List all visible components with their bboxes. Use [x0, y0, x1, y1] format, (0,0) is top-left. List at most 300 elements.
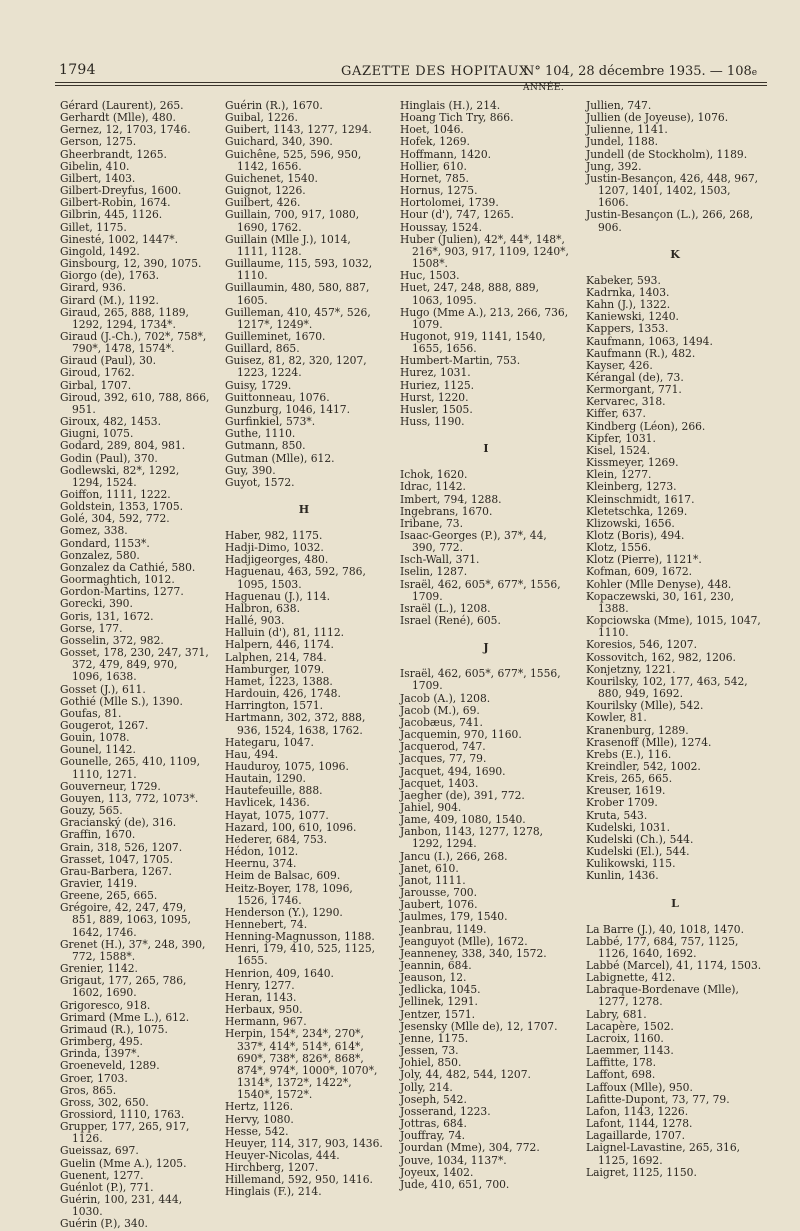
- index-entry: Heuyer-Nicolas, 444.: [225, 1148, 340, 1162]
- index-entry: Jottras, 684.: [400, 1117, 467, 1131]
- section-letter: H: [298, 503, 310, 516]
- index-entry: Giraud, 265, 888, 1189, 1292, 1294, 1734*.: [60, 305, 189, 331]
- index-entry: Kissmeyer, 1269.: [586, 456, 679, 470]
- index-entry: Jouffray, 74.: [400, 1129, 466, 1143]
- index-entry: Grinda, 1397*.: [60, 1047, 140, 1061]
- index-entry: Guilleman, 410, 457*, 526, 1217*, 1249*.: [225, 305, 371, 331]
- index-entry: Henderson (Y.), 1290.: [225, 905, 343, 919]
- index-entry: Hadji-Dimo, 1032.: [225, 541, 324, 555]
- index-entry: Kiffer, 637.: [586, 407, 646, 421]
- index-entry: Houssay, 1524.: [400, 220, 482, 234]
- index-entry: Gothié (Mlle S.), 1390.: [60, 694, 183, 708]
- index-entry: Kaniewski, 1240.: [586, 310, 679, 324]
- index-entry: Guisy, 1729.: [225, 378, 292, 392]
- index-entry: Gouzy, 565.: [60, 804, 123, 818]
- index-entry: Heim de Balsac, 609.: [225, 869, 341, 883]
- index-entry: Humbert-Martin, 753.: [400, 354, 521, 368]
- index-entry: Jundel, 1188.: [586, 135, 659, 149]
- index-entry: Janbon, 1143, 1277, 1278, 1292, 1294.: [400, 825, 544, 851]
- index-entry: Gerson, 1275.: [60, 135, 137, 149]
- index-entry: Kopciowska (Mme), 1015, 1047, 1110.: [586, 614, 761, 640]
- index-entry: Grimberg, 495.: [60, 1035, 143, 1049]
- index-entry: Guignot, 1226.: [225, 184, 306, 198]
- index-entry: Laemmer, 1143.: [586, 1044, 674, 1058]
- index-entry: Giraud (J.-Ch.), 702*, 758*, 790*, 1478, 1574*.: [60, 329, 207, 356]
- index-entry: Ginesté, 1002, 1447*.: [60, 232, 178, 246]
- issue-date: N° 104, 28 décembre 1935. — 108: [523, 64, 752, 79]
- index-entry: Jundell (de Stockholm), 1189.: [586, 147, 748, 161]
- index-entry: Huss, 1190.: [400, 415, 465, 429]
- index-entry: Gosset (J.), 611.: [60, 682, 146, 696]
- index-entry: Havlicek, 1436.: [225, 796, 310, 810]
- index-entry: Guittonneau, 1076.: [225, 390, 330, 404]
- index-entry: Hugonot, 919, 1141, 1540, 1655, 1656.: [400, 329, 546, 356]
- journal-title: GAZETTE DES HOPITAUX: [341, 64, 529, 79]
- index-entry: Hédon, 1012.: [225, 845, 299, 859]
- index-entry: Guy, 390.: [225, 463, 276, 477]
- index-entry: Julienne, 1141.: [586, 123, 668, 137]
- index-entry: Gounelle, 265, 410, 1109, 1110, 1271.: [60, 755, 201, 781]
- index-entry: Groeneveld, 1289.: [60, 1059, 160, 1073]
- index-entry: Halbron, 638.: [225, 601, 300, 615]
- index-entry: Kopaczewski, 30, 161, 230, 1388.: [586, 589, 734, 615]
- index-entry: Haguenau, 463, 592, 786, 1095, 1503.: [225, 565, 366, 591]
- index-entry: Goiffon, 1111, 1222.: [60, 488, 171, 501]
- index-entry: Haber, 982, 1175.: [225, 529, 323, 542]
- index-entry: Jolly, 214.: [400, 1080, 453, 1094]
- index-entry: Jeanbrau, 1149.: [400, 922, 487, 936]
- index-entry: Hoffmann, 1420.: [400, 147, 492, 161]
- index-entry: Gueissaz, 697.: [60, 1144, 139, 1158]
- index-entry: Guénlot (P.), 771.: [60, 1180, 154, 1194]
- index-entry: Kranenburg, 1289.: [586, 723, 689, 737]
- index-entry: Guérin, 100, 231, 444, 1030.: [60, 1193, 183, 1219]
- index-entry: Henri, 179, 410, 525, 1125, 1655.: [225, 942, 376, 968]
- index-entry: Guilbert, 426.: [225, 196, 301, 210]
- index-entry: Grégoire, 42, 247, 479, 851, 889, 1063, 1095, 1642, 1746.: [60, 901, 191, 939]
- index-entry: Kreis, 265, 665.: [586, 772, 673, 786]
- index-entry: Kayser, 426.: [586, 358, 653, 372]
- index-entry: Gouverneur, 1729.: [60, 779, 161, 793]
- index-entry: Guérin (P.), 340.: [60, 1217, 148, 1231]
- index-entry: Jeauson, 12.: [400, 971, 467, 985]
- index-entry: Halpern, 446, 1174.: [225, 638, 334, 652]
- index-entry: Laigret, 1125, 1150.: [586, 1165, 697, 1179]
- index-entry: Guichenet, 1540.: [225, 171, 318, 185]
- index-entry: Groer, 1703.: [60, 1071, 128, 1085]
- index-entry: Isch-Wall, 371.: [400, 553, 480, 567]
- index-entry: Hartmann, 302, 372, 888, 936, 1524, 1638, 1762.: [225, 711, 366, 737]
- index-entry: Hallé, 903.: [225, 614, 285, 628]
- index-entry: Janet, 610.: [400, 861, 459, 875]
- index-entry: Janot, 1111.: [400, 873, 466, 887]
- page-number: 1794: [59, 62, 96, 78]
- index-entry: Joly, 44, 482, 544, 1207.: [400, 1068, 531, 1082]
- index-entry: Jacob (A.), 1208.: [400, 691, 491, 705]
- index-entry: Greene, 265, 665.: [60, 889, 158, 903]
- index-entry: Jedlicka, 1045.: [400, 983, 481, 997]
- index-entry: Grossiord, 1110, 1763.: [60, 1107, 185, 1121]
- index-entry: Hermann, 967.: [225, 1015, 307, 1029]
- index-entry: Kossovitch, 162, 982, 1206.: [586, 650, 736, 664]
- index-entry: Hollier, 610.: [400, 159, 467, 173]
- index-entry: Huber (Julien), 42*, 44*, 148*, 216*, 903, 917, 1109, 1240*, 1508*.: [400, 232, 569, 271]
- index-entry: Justin-Besançon (L.), 266, 268, 906.: [586, 208, 754, 234]
- index-entry: Jacquet, 1403.: [400, 776, 479, 790]
- index-entry: La Barre (J.), 40, 1018, 1470.: [586, 922, 744, 936]
- index-entry: Kleinschmidt, 1617.: [586, 492, 695, 506]
- index-entry: Grimard (Mme L.), 612.: [60, 1010, 190, 1024]
- index-entry: Guibert, 1143, 1277, 1294.: [225, 123, 372, 137]
- index-entry: Koresios, 546, 1207.: [586, 638, 697, 652]
- index-entry: Johiel, 850.: [400, 1056, 462, 1070]
- index-entry: Krasenoff (Mlle), 1274.: [586, 735, 712, 749]
- index-entry: Lacapère, 1502.: [586, 1019, 674, 1033]
- index-entry: Hugo (Mme A.), 213, 266, 736, 1079.: [400, 305, 569, 331]
- index-entry: Godin (Paul), 370.: [60, 451, 158, 465]
- index-entry: Gougerot, 1267.: [60, 718, 149, 732]
- index-entry: Gondard, 1153*.: [60, 536, 150, 550]
- index-entry: Grigoresco, 918.: [60, 998, 151, 1012]
- index-entry: Kaufmann, 1063, 1494.: [586, 334, 713, 348]
- index-entry: Jaegher (de), 391, 772.: [400, 788, 525, 802]
- index-entry: Joseph, 542.: [400, 1092, 467, 1106]
- index-entry: Hofek, 1269.: [400, 135, 470, 149]
- index-entry: Jellinek, 1291.: [400, 995, 478, 1009]
- index-entry: Hertz, 1126.: [225, 1100, 294, 1114]
- index-entry: Guillain, 700, 917, 1080, 1690, 1762.: [225, 208, 360, 234]
- index-entry: Guillaume, 115, 593, 1032, 1110.: [225, 257, 373, 283]
- index-entry: Henrion, 409, 1640.: [225, 966, 334, 980]
- index-entry: Labbé, 177, 684, 757, 1125, 1126, 1640, 1692.: [586, 934, 739, 960]
- index-entry: Hoet, 1046.: [400, 123, 464, 137]
- index-entry: Grau-Barbera, 1267.: [60, 864, 172, 878]
- index-entry: Lafon, 1143, 1226.: [586, 1104, 689, 1118]
- index-entry: Kreindler, 542, 1002.: [586, 759, 701, 773]
- index-entry: Gernez, 12, 1703, 1746.: [60, 123, 191, 137]
- index-entry: Hornus, 1275.: [400, 184, 478, 198]
- index-entry: Guyot, 1572.: [225, 475, 295, 489]
- index-entry: Gheerbrandt, 1265.: [60, 147, 167, 161]
- index-entry: Husler, 1505.: [400, 402, 473, 416]
- index-entry: Gibelin, 410.: [60, 159, 130, 173]
- index-entry: Hoang Tich Try, 866.: [400, 111, 514, 125]
- index-entry: Heran, 1143.: [225, 990, 297, 1004]
- index-entry: Lagaillarde, 1707.: [586, 1129, 685, 1143]
- index-column-2: [225, 99, 383, 1199]
- index-entry: Gilbert-Robin, 1674.: [60, 196, 171, 210]
- index-entry: Grain, 318, 526, 1207.: [60, 840, 183, 854]
- index-entry: Jacquerod, 747.: [400, 740, 486, 754]
- index-entry: Josserand, 1223.: [400, 1104, 491, 1118]
- index-entry: Lafont, 1144, 1278.: [586, 1117, 693, 1131]
- index-entry: Herpin, 154*, 234*, 270*, 337*, 414*, 514*, 614*, 690*, 738*, 826*, 868*, 874*, 974*, 1000*, 1070*, 1314*, 1372*, 1422*, 1540*, 1572*.: [225, 1027, 378, 1102]
- index-entry: Guibal, 1226.: [225, 111, 298, 125]
- index-entry: Heernu, 374.: [225, 857, 297, 871]
- index-entry: Ingebrans, 1670.: [400, 504, 493, 518]
- index-entry: Krober 1709.: [586, 796, 658, 810]
- index-entry: Henning-Magnusson, 1188.: [225, 930, 375, 944]
- index-entry: Hauduroy, 1075, 1096.: [225, 759, 349, 773]
- index-entry: Lalphen, 214, 784.: [225, 650, 327, 664]
- index-entry: Hortolomei, 1739.: [400, 196, 499, 210]
- index-entry: Gouyen, 113, 772, 1073*.: [60, 791, 199, 805]
- index-entry: Jacques, 77, 79.: [400, 752, 487, 766]
- index-entry: Labignette, 412.: [586, 971, 676, 985]
- index-entry: Hesse, 542.: [225, 1124, 289, 1138]
- index-entry: Guichêne, 525, 596, 950, 1142, 1656.: [225, 147, 362, 173]
- index-entry: Hederer, 684, 753.: [225, 832, 327, 846]
- index-entry: Kleinberg, 1273.: [586, 480, 677, 494]
- index-entry: Gingold, 1492.: [60, 244, 140, 258]
- index-entry: Hautain, 1290.: [225, 772, 306, 786]
- index-entry: Hillemand, 592, 950, 1416.: [225, 1173, 373, 1187]
- index-entry: Jessen, 73.: [400, 1044, 459, 1058]
- index-entry: Graffin, 1670.: [60, 828, 136, 842]
- index-entry: Giroud, 392, 610, 788, 866, 951.: [60, 390, 210, 416]
- index-entry: Guisez, 81, 82, 320, 1207, 1223, 1224.: [225, 354, 367, 380]
- index-entry: Jouve, 1034, 1137*.: [400, 1153, 507, 1167]
- index-entry: Gorecki, 390.: [60, 597, 133, 611]
- index-entry: Gros, 865.: [60, 1083, 117, 1097]
- index-entry: Gunzburg, 1046, 1417.: [225, 402, 350, 416]
- index-entry: Kindberg (Léon), 266.: [586, 419, 706, 433]
- index-entry: Kudelski (Ch.), 544.: [586, 832, 694, 846]
- index-entry: Jaulmes, 179, 1540.: [400, 910, 508, 924]
- index-entry: Jude, 410, 651, 700.: [400, 1177, 510, 1191]
- index-entry: Guilleminet, 1670.: [225, 329, 326, 343]
- index-entry: Kipfer, 1031.: [586, 431, 656, 445]
- index-entry: Grenet (H.), 37*, 248, 390, 772, 1588*.: [60, 937, 206, 963]
- index-entry: Joyeux, 1402.: [400, 1165, 474, 1179]
- index-entry: Kowler, 81.: [586, 711, 647, 725]
- index-entry: Giroud, 1762.: [60, 366, 135, 380]
- index-entry: Gilbert, 1403.: [60, 171, 136, 185]
- index-entry: Kervarec, 318.: [586, 395, 666, 409]
- index-entry: Hurez, 1031.: [400, 366, 471, 380]
- index-entry: Gorse, 177.: [60, 621, 123, 635]
- index-entry: Gilbert-Dreyfus, 1600.: [60, 184, 182, 198]
- index-entry: Guenent, 1277.: [60, 1168, 144, 1182]
- index-entry: Goris, 131, 1672.: [60, 609, 154, 623]
- section-letter: K: [670, 247, 680, 261]
- index-entry: Grigaut, 177, 265, 786, 1602, 1690.: [60, 974, 187, 1000]
- index-entry: Kletetschka, 1269.: [586, 504, 688, 518]
- index-entry: Kourilsky, 102, 177, 463, 542, 880, 949, 1692.: [586, 674, 748, 701]
- index-entry: Gosselin, 372, 982.: [60, 633, 164, 647]
- index-entry: Hurst, 1220.: [400, 390, 469, 404]
- index-entry: Gross, 302, 650.: [60, 1095, 149, 1109]
- index-entry: Justin-Besançon, 426, 448, 967, 1207, 1401, 1402, 1503, 1606.: [586, 171, 759, 210]
- index-entry: Imbert, 794, 1288.: [400, 492, 502, 506]
- index-entry: Guillaumin, 480, 580, 887, 1605.: [225, 281, 370, 307]
- index-entry: Klein, 1277.: [586, 468, 652, 482]
- index-entry: Golé, 304, 592, 772.: [60, 512, 170, 526]
- index-entry: Gouin, 1078.: [60, 731, 130, 745]
- index-entry: Klotz (Boris), 494.: [586, 529, 685, 542]
- index-entry: Kofman, 609, 1672.: [586, 565, 693, 579]
- index-entry: Hautefeuille, 888.: [225, 784, 323, 798]
- index-entry: Gutmann, 850.: [225, 439, 306, 453]
- issue-info: [523, 64, 767, 94]
- index-entry: Hamburger, 1079.: [225, 662, 325, 676]
- index-entry: Kohler (Mlle Denyse), 448.: [586, 577, 732, 591]
- index-entry: Jacquet, 494, 1690.: [400, 764, 506, 778]
- index-entry: Goormaghtich, 1012.: [60, 573, 175, 587]
- index-entry: Laffitte, 178.: [586, 1056, 656, 1070]
- index-entry: Hennebert, 74.: [225, 918, 308, 931]
- index-entry: Godlewski, 82*, 1292, 1294, 1524.: [60, 463, 180, 489]
- index-entry: Kappers, 1353.: [586, 322, 669, 336]
- index-entry: Jenne, 1175.: [400, 1031, 469, 1045]
- index-entry: Kunlin, 1436.: [586, 869, 659, 883]
- index-entry: Gordon-Martins, 1277.: [60, 585, 184, 599]
- index-entry: Laffont, 698.: [586, 1068, 656, 1082]
- index-entry: Hau, 494.: [225, 747, 279, 761]
- index-entry: Jacobæus, 741.: [400, 715, 483, 729]
- index-entry: Kulikowski, 115.: [586, 857, 676, 871]
- index-entry: Guelin (Mme A.), 1205.: [60, 1156, 187, 1170]
- index-entry: Guillain (Mlle J.), 1014, 1111, 1128.: [225, 232, 351, 258]
- index-entry: Iribane, 73.: [400, 516, 463, 530]
- index-entry: Jacob (M.), 69.: [400, 703, 480, 717]
- index-column-4: [586, 99, 764, 1179]
- index-entry: Grenier, 1142.: [60, 962, 138, 976]
- index-entry: Huc, 1503.: [400, 269, 460, 283]
- index-entry: Kudelski (El.), 544.: [586, 845, 690, 859]
- index-entry: Kahn (J.), 1322.: [586, 298, 671, 312]
- index-entry: Jarousse, 700.: [400, 886, 477, 900]
- index-entry: Jourdan (Mme), 304, 772.: [400, 1141, 540, 1155]
- index-entry: Haguenau (J.), 114.: [225, 589, 331, 603]
- index-entry: Hategaru, 1047.: [225, 735, 314, 749]
- index-entry: Gracianský (de), 316.: [60, 816, 177, 830]
- index-entry: Gravier, 1419.: [60, 877, 138, 890]
- index-entry: Gomez, 338.: [60, 524, 128, 538]
- index-entry: Gonzalez da Cathié, 580.: [60, 560, 196, 574]
- index-entry: Klotz (Pierre), 1121*.: [586, 553, 702, 567]
- index-entry: Kérangal (de), 73.: [586, 370, 684, 384]
- index-entry: Guérin (R.), 1670.: [225, 99, 323, 112]
- index-entry: Gerhardt (Mlle), 480.: [60, 111, 176, 125]
- index-entry: Godard, 289, 804, 981.: [60, 439, 186, 453]
- index-entry: Guillard, 865.: [225, 342, 300, 356]
- section-letter: I: [483, 442, 489, 456]
- index-entry: Labbé (Marcel), 41, 1174, 1503.: [586, 959, 762, 972]
- index-entry: Jeanguyot (Mlle), 1672.: [400, 934, 528, 948]
- index-entry: Goufas, 81.: [60, 706, 122, 720]
- index-entry: Jeannin, 684.: [400, 959, 472, 972]
- index-entry: Hazard, 100, 610, 1096.: [225, 820, 357, 834]
- index-entry: Gosset, 178, 230, 247, 371, 372, 479, 849, 970, 1096, 1638.: [60, 646, 209, 684]
- index-entry: Huet, 247, 248, 888, 889, 1063, 1095.: [400, 281, 539, 307]
- index-entry: Huriez, 1125.: [400, 378, 475, 392]
- index-entry: Hour (d'), 747, 1265.: [400, 208, 514, 222]
- index-entry: Israël, 462, 605*, 677*, 1556, 1709.: [400, 667, 561, 693]
- index-entry: Jaubert, 1076.: [400, 898, 478, 912]
- index-entry: Ginsbourg, 12, 390, 1075.: [60, 257, 202, 271]
- index-entry: Jullien (de Joyeuse), 1076.: [586, 111, 729, 125]
- index-entry: Giugni, 1075.: [60, 427, 134, 441]
- index-entry: Lafitte-Dupont, 73, 77, 79.: [586, 1092, 730, 1106]
- index-entry: Hinglais (F.), 214.: [225, 1185, 322, 1199]
- index-entry: Labraque-Bordenave (Mlle), 1277, 1278.: [586, 983, 739, 1009]
- index-entry: Hadjigeorges, 480.: [225, 553, 329, 567]
- index-column-1: [60, 99, 210, 1231]
- index-entry: Girbal, 1707.: [60, 378, 132, 392]
- index-entry: Israël, 462, 605*, 677*, 1556, 1709.: [400, 577, 561, 603]
- index-entry: Giraud (Paul), 30.: [60, 354, 157, 368]
- index-entry: Kisel, 1524.: [586, 443, 651, 457]
- index-entry: Gillet, 1175.: [60, 220, 127, 234]
- index-entry: Gérard (Laurent), 265.: [60, 99, 184, 112]
- index-entry: Gilbrin, 445, 1126.: [60, 208, 163, 222]
- index-entry: Jahiel, 904.: [400, 800, 462, 814]
- index-entry: Hinglais (H.), 214.: [400, 99, 501, 112]
- index-entry: Klizowski, 1656.: [586, 516, 675, 530]
- issue-year-suffix: e ANNÉE.: [523, 68, 758, 93]
- index-entry: Kourilsky (Mlle), 542.: [586, 699, 704, 713]
- index-entry: Laffoux (Mlle), 950.: [586, 1080, 693, 1094]
- index-entry: Labry, 681.: [586, 1007, 647, 1021]
- index-entry: Krebs (E.), 116.: [586, 747, 672, 761]
- index-entry: Jame, 409, 1080, 1540.: [400, 813, 526, 827]
- index-entry: Konjetzny, 1221.: [586, 662, 676, 676]
- index-entry: Jentzer, 1571.: [400, 1007, 476, 1021]
- index-entry: Isaac-Georges (P.), 37*, 44, 390, 772.: [400, 529, 547, 555]
- page-header: [55, 52, 767, 93]
- section-letter: L: [671, 896, 679, 910]
- index-entry: Hamet, 1223, 1388.: [225, 674, 333, 688]
- section-letter: J: [483, 641, 489, 655]
- index-entry: Grupper, 177, 265, 917, 1126.: [60, 1120, 190, 1146]
- index-entry: Jacquemin, 970, 1160.: [400, 728, 522, 742]
- index-entry: Hirchberg, 1207.: [225, 1161, 319, 1175]
- header-rule: [55, 85, 767, 86]
- index-entry: Kudelski, 1031.: [586, 820, 670, 834]
- index-column-3: [400, 99, 572, 1191]
- index-entry: Giorgo (de), 1763.: [60, 269, 160, 283]
- index-entry: Jancu (I.), 266, 268.: [400, 849, 508, 863]
- index-entry: Lacroix, 1160.: [586, 1031, 664, 1045]
- index-entry: Kreuser, 1619.: [586, 784, 666, 798]
- index-entry: Girard (M.), 1192.: [60, 293, 159, 307]
- index-entry: Guichard, 340, 390.: [225, 135, 333, 149]
- index-entry: Henry, 1277.: [225, 978, 295, 992]
- index-entry: Idrac, 1142.: [400, 480, 466, 494]
- index-entry: Jeanneney, 338, 340, 1572.: [400, 946, 547, 960]
- index-entry: Kadrnka, 1403.: [586, 285, 670, 299]
- index-entry: Kruta, 543.: [586, 808, 648, 822]
- index-entry: Kabeker, 593.: [586, 273, 661, 287]
- index-entry: Goldstein, 1353, 1705.: [60, 500, 184, 514]
- index-entry: Hornet, 785.: [400, 171, 469, 185]
- index-entry: Heitz-Boyer, 178, 1096, 1526, 1746.: [225, 881, 353, 907]
- index-entry: Hayat, 1075, 1077.: [225, 808, 329, 822]
- index-entry: Jesensky (Mlle de), 12, 1707.: [400, 1019, 558, 1033]
- index-entry: Harrington, 1571.: [225, 699, 324, 713]
- index-entry: Girard, 936.: [60, 281, 126, 295]
- index-entry: Klotz, 1556.: [586, 541, 652, 555]
- index-entry: Jullien, 747.: [586, 99, 652, 112]
- index-entry: Israël (L.), 1208.: [400, 601, 491, 615]
- index-entry: Hervy, 1080.: [225, 1112, 294, 1126]
- index-entry: Heuyer, 114, 317, 903, 1436.: [225, 1136, 383, 1150]
- index-entry: Herbaux, 950.: [225, 1003, 303, 1017]
- index-entry: Jung, 392.: [586, 159, 642, 173]
- index-entry: Ichok, 1620.: [400, 468, 468, 482]
- index-entry: Guthe, 1110.: [225, 427, 296, 441]
